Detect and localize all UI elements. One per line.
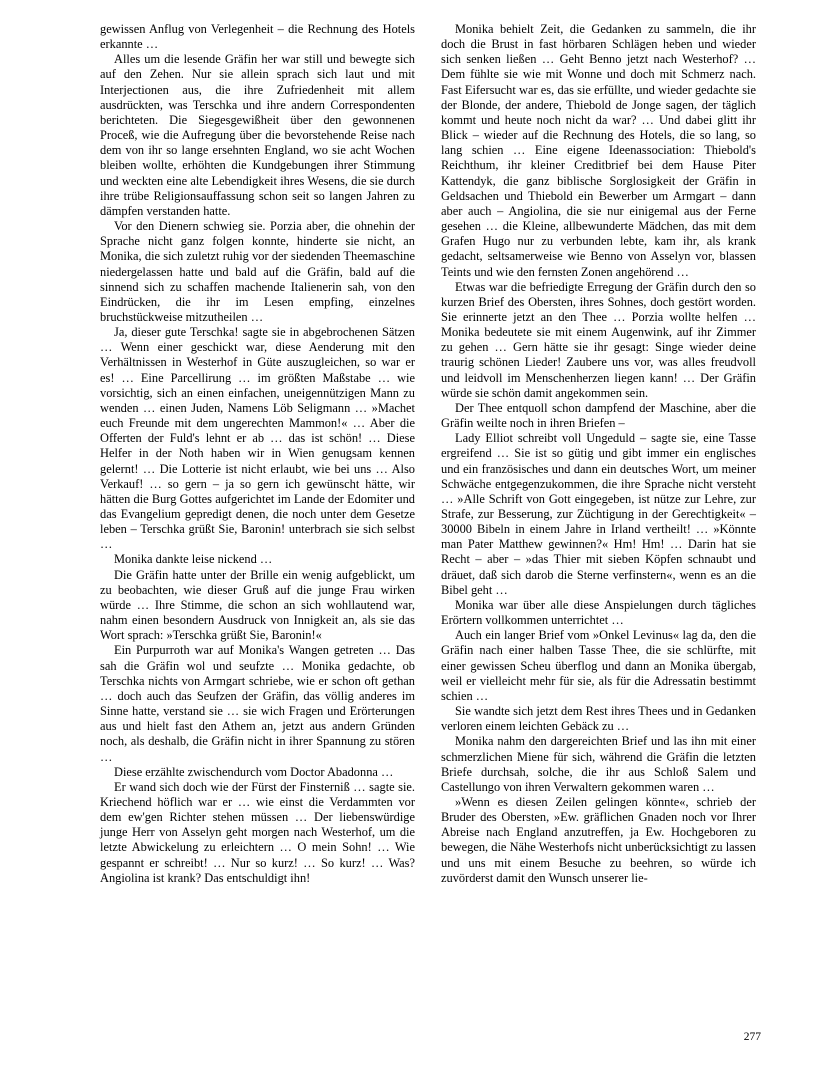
paragraph: Monika behielt Zeit, die Gedanken zu sammeln, die ihr doch die Brust in fast hörbaren Schlägen heben und wieder sich senken ließen … Geht Benno jetzt nach Westerhof? … Dem fühlte sie wie mit Wonne und doch mit Schmerz nach. Fast Eifersucht war es, das sie erfüllte, und wieder gedachte sie der Blonde, der andere, Thiebold de Jonge sagen, der täglich kommt und heute noch nicht da war? … Und dabei glitt ihr Blick – wieder auf die Rechnung des Hotels, die so lang, so lang schien … Eine eigene Ideenassociation: Thiebold's Reichthum, ihr kleiner Creditbrief bei dem Hause Piter Kattendyk, die ganz biblische Sorglosigkeit der Gräfin in Geldsachen und Thiebold ein Bewerber um Armgart – dann aber auch – Angiolina, die sie nur einigemal aus der Ferne gesehen … die Kleine, allbewunderte Mädchen, das mit dem Grafen Hugo nur zu verbunden lebte, kam ihr, als krank gedacht, seltsamerweise wie Benno von Asselyn vor, blassen Teints und wie den fernsten Zonen angehörend … [441, 22, 756, 279]
paragraph: Monika nahm den dargereichten Brief und las ihn mit einer schmerzlichen Miene für sich, während die Gräfin die letzten Briefe durchsah, solche, die ihr aus Schloß Salem und Castellungo von ihren Verwaltern gekommen waren … [441, 734, 756, 794]
paragraph: Die Gräfin hatte unter der Brille ein wenig aufgeblickt, um zu beobachten, wie dieser Gruß auf die junge Frau wirken würde … Ihre Stimme, die schon an sich wohllautend war, nahm einen besondern Ausdruck von Innigkeit an, als sie das Wort sprach: »Terschka grüßt Sie, Baronin!« [100, 567, 415, 643]
left-column [100, 22, 415, 1012]
page-number: 277 [743, 1031, 761, 1043]
two-column-body [100, 22, 761, 1012]
paragraph: Diese erzählte zwischendurch vom Doctor Abadonna … [114, 764, 394, 779]
paragraph: Monika dankte leise nickend … [114, 552, 273, 567]
paragraph: Vor den Dienern schwieg sie. Porzia aber, die ohnehin der Sprache nicht ganz folgen konnte, hinderte sie nicht, an Monika, die sich zuletzt ruhig vor der siedenden Theemaschine niedergelassen hatte und bald auf die Gräfin, bald auf die sinnend sich zu schaffen machende Italienerin sah, von den Eindrücken, die ihr im Lesen empfing, einzelnes bruchstückweise mitzutheilen … [100, 219, 415, 324]
paragraph: Ein Purpurroth war auf Monika's Wangen getreten … Das sah die Gräfin wol und seufzte … Monika gedachte, ob Terschka nichts von Armgart schriebe, wie er schon oft gethan … doch auch das Seufzen der Gräfin, das völlig anderes im Sinne hatte, verstand sie … sie wich Fragen und Erörterungen aus und hielt fast den Athem an, jetzt aus andern Gründen noch, als deshalb, die Gräfin nicht in ihrer Spannung zu stören … [100, 643, 415, 764]
paragraph: »Wenn es diesen Zeilen gelingen könnte«, schrieb der Bruder des Obersten, »Ew. gräflichen Gnaden noch vor Ihrer Abreise nach England anzutreffen, ja Ew. Hochgeboren zu bewegen, die Nähe Westerhofs nicht unberücksichtigt zu lassen und uns mit einem Besuche zu beehren, so würde ich zuvörderst damit den Wunsch unserer lie- [441, 794, 756, 885]
paragraph: gewissen Anflug von Verlegenheit – die Rechnung des Hotels erkannte … [100, 22, 415, 52]
paragraph: Ja, dieser gute Terschka! sagte sie in abgebrochenen Sätzen … Wenn einer geschickt war, diese Aenderung mit den Verhältnissen in Westerhof in Güte auszugleichen, so war er es! … Eine Parcellirung … im größten Maßstabe … wie vorsichtig, sich an einen einfachen, uneigennützigen Mann zu wenden … einen Juden, Namens Löb Seligmann … »Machet euch Freunde mit dem ungerechten Mammon!« … Aber die Offerten der Fuld's lehnt er ab … das ist schön! … Diese Helfer in der Noth haben wir in Wien genugsam kennen gelernt! … Die Lotterie ist nicht erlaubt, wie bei uns … Also Verkauf! … so gern – ja so gern ich gewünscht hätte, wir hätten die Burg Gottes aufgerichtet im Lande der Edomiter und das Evangelium gepredigt denen, die noch unter dem Gesetze leben – Terschka grüßt Sie, Baronin! unterbrach sie sich selbst … [100, 325, 415, 552]
paragraph: Der Thee entquoll schon dampfend der Maschine, aber die Gräfin weilte noch in ihren Briefen – [441, 400, 756, 431]
paragraph: Alles um die lesende Gräfin her war still und bewegte sich auf den Zehen. Nur sie allein sprach sich laut und mit Interjectionen aus, die ihre Zufriedenheit mit allem ausdrückten, was Terschka und ihre andern Correspondenten berichteten. Die Siegesgewißheit über den gewonnenen Proceß, wie die Aufregung über die bevorstehende Reise nach dem von ihr so lange ersehnten England, wo sie acht Wochen bleiben wollte, erhöhten die Kundgebungen ihrer Stimmung und weckten eine alte Lebendigkeit ihres Wesens, die sie durch ihre trübe Religionsauffassung schon seit so langen Jahren zu dämpfen verstanden hatte. [100, 52, 415, 218]
paragraph: Sie wandte sich jetzt dem Rest ihres Thees und in Gedanken verloren einem leichten Gebäck zu … [441, 704, 756, 734]
paragraph: Er wand sich doch wie der Fürst der Finsterniß … sagte sie. Kriechend höflich war er … wie einst die Verdammten vor dem ew'gen Richter stehen müssen … Der liebenswürdige junge Herr von Asselyn geht morgen nach Westerhof, um die letzte Abwickelung zu erleichtern … O mein Sohn! … Wie gespannt er schreibt! … Nur so kurz! … So kurz! … Was? Angiolina ist krank? Das entschuldigt ihn! [100, 779, 415, 885]
paragraph: Lady Elliot schreibt voll Ungeduld – sagte sie, eine Tasse ergreifend … Sie ist so gütig und gibt immer ein englisches und ein französisches und dann ein deutsches Wort, um meiner Schwäche entgegenzukommen, die ihre Sprache nicht versteht … »Alle Schrift von Gott eingegeben, ist nütze zur Lehre, zur Strafe, zur Besserung, zur Züchtigung in der Gerechtigkeit« – 30000 Bibeln in einem Jahre in Irland vertheilt! … »Könnte man Pater Matthew gewinnen?« Hm! Hm! … Darin hat sie Recht – aber – »das Thier mit sieben Köpfen schnaubt und dräuet, daß sich darob die Sterne verfinstern«, wenn es an die Bibel geht … [441, 431, 756, 597]
paragraph: Etwas war die befriedigte Erregung der Gräfin durch den so kurzen Brief des Obersten, ihres Sohnes, doch gestört worden. Sie erinnerte jetzt an den Thee … Porzia wollte helfen … Monika bedeutete sie mit einem Augenwink, auf ihr Zimmer zu gehen … Gern hätte sie ihr gesagt: Singe wieder deine traurig schönen Lieder! Zaubere uns vor, was alles freudvoll und leidvoll im Menschenherzen liegen kann! … Der Gräfin würde sie schön damit angekommen sein. [441, 279, 756, 400]
right-column [441, 22, 756, 1012]
paragraph: Monika war über alle diese Anspielungen durch tägliches Erörtern vollkommen unterrichtet … [441, 597, 756, 628]
paragraph: Auch ein langer Brief vom »Onkel Levinus« lag da, den die Gräfin nach einer halben Tasse Thee, die sie schlürfte, mit einer gewissen Scheu überflog und dann an Monika übergab, weil er vielleicht mehr für sie, als für die Adressatin bestimmt schien … [441, 628, 756, 703]
